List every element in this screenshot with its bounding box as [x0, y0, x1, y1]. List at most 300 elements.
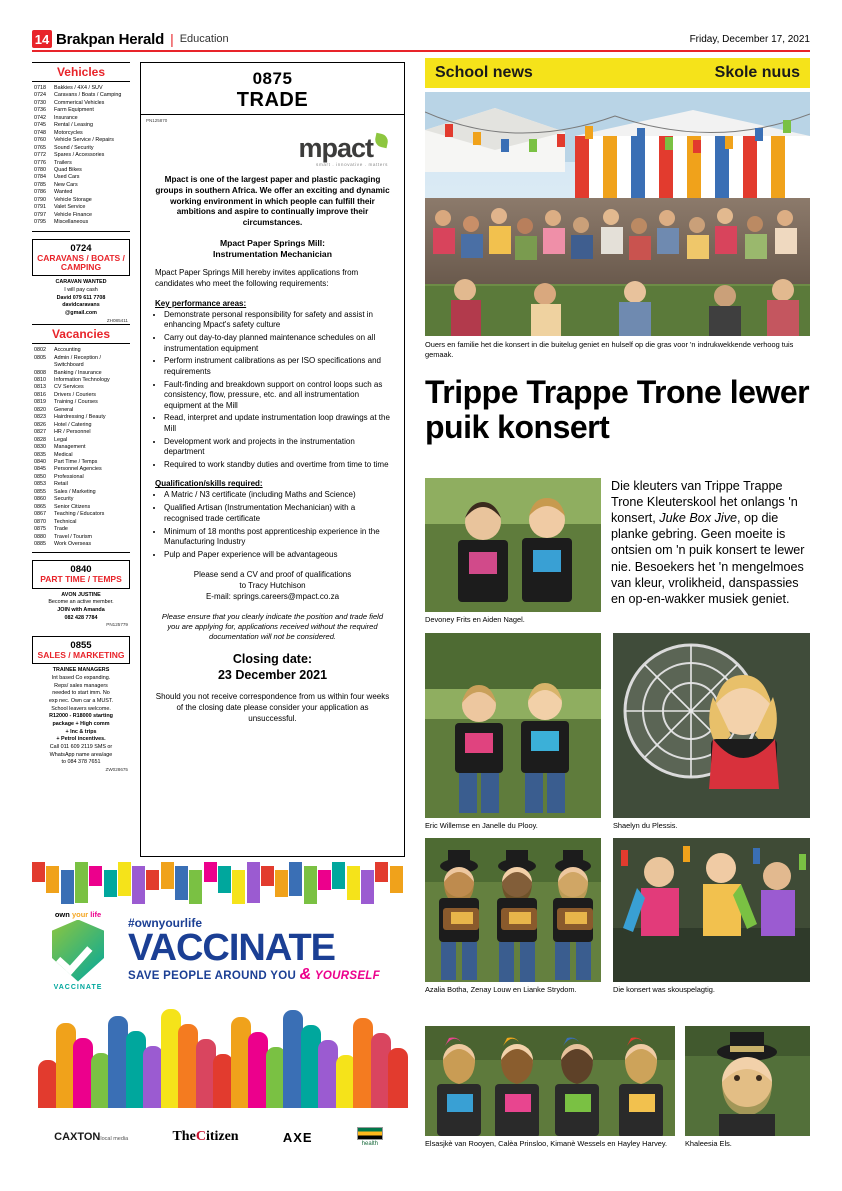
classified-label: Insurance	[54, 114, 78, 121]
classified-code: 0865	[34, 503, 46, 510]
ad-line: E-mail: springs.careers@mpact.co.za	[205, 591, 340, 601]
mpact-closing-label: Closing date:	[232, 652, 313, 667]
classified-row[interactable]	[32, 160, 130, 167]
classified-code: 0730	[34, 99, 46, 106]
mpact-intro: Mpact is one of the largest paper and plastic packaging groups in southern Africa. We offer an exciting and dynamic working environment in which people can fulfill their ambitions and aspire to continually improve their circumstances.	[155, 175, 390, 228]
vaccinate-main	[32, 910, 405, 990]
classified-label: Training / Courses	[54, 399, 98, 406]
classified-code: 0745	[34, 122, 46, 129]
classified-row[interactable]	[32, 122, 130, 129]
ad-line: WhatsApp name area/age	[49, 751, 113, 758]
parttime-box-title: PART TIME / TEMPS	[40, 574, 122, 585]
classified-heading-vehicles: Vehicles	[32, 62, 130, 82]
classified-code: 0765	[34, 144, 46, 151]
classified-code: 0795	[34, 219, 46, 226]
classified-label: Used Cars	[54, 174, 80, 181]
mpact-subhead	[155, 238, 390, 260]
classified-row[interactable]	[32, 377, 130, 384]
classified-label: Quad Bikes	[54, 166, 82, 173]
bunting-flag	[32, 862, 45, 882]
caravan-ad	[32, 276, 130, 324]
classified-label: Professional	[54, 473, 84, 480]
ad-line: + Petrol incentives.	[56, 736, 106, 743]
classified-row[interactable]	[32, 534, 130, 541]
classified-code: 0828	[34, 436, 46, 443]
classified-row[interactable]	[32, 370, 130, 377]
mpact-ad-body	[141, 115, 404, 733]
caxton-sub: local media	[100, 1136, 129, 1142]
mpact-subhead-line2: Instrumentation Mechanician	[213, 249, 332, 260]
leaf-icon	[374, 133, 389, 148]
bunting-flag	[318, 870, 331, 890]
classified-row[interactable]	[32, 167, 130, 174]
own-word: own	[54, 909, 70, 919]
mpact-qual-heading: Qualification/skills required:	[155, 479, 263, 489]
article-lead-text	[611, 478, 810, 607]
classified-code: 0786	[34, 189, 46, 196]
classified-label: Wanted	[54, 189, 73, 196]
classified-row[interactable]	[32, 511, 130, 518]
classified-row[interactable]	[32, 92, 130, 99]
classified-label: Technical	[54, 518, 77, 525]
sales-box-header	[32, 636, 130, 664]
bunting-flag	[132, 866, 145, 904]
classified-label: Vehicle Finance	[54, 211, 93, 218]
photo-devoney-aiden-illustration	[425, 478, 601, 612]
bullet-item: • Read, interpret and update instrumentation loop drawings at the Mill	[164, 413, 390, 434]
vaccinate-subline	[128, 966, 405, 984]
mpact-qual-list	[155, 490, 390, 560]
photo-group-girls-illustration	[425, 1026, 675, 1136]
ad-line: 082 428 7784	[64, 614, 98, 621]
classified-code: 0880	[34, 533, 46, 540]
trainee-ad-lines	[34, 675, 128, 767]
classified-label: Security	[54, 496, 74, 503]
article-headline: Trippe Trappe Trone lewer puik konsert	[425, 374, 810, 445]
caption-azalia-zenay-lianke: Azalia Botha, Zenay Louw en Lianke Strydom.	[425, 985, 577, 994]
ad-line: to Tracy Hutchison	[239, 581, 306, 591]
classified-code: 0827	[34, 429, 46, 436]
classified-code: 0840	[34, 458, 46, 465]
mpact-apply-lines	[155, 570, 390, 602]
classified-row[interactable]	[32, 107, 130, 114]
ad-line: Int based Co expanding.	[51, 674, 111, 681]
mpact-footer: Should you not receive correspondence from us within four weeks of the closing date please consider your application as unsuccessful.	[155, 692, 390, 723]
classified-code: 0875	[34, 526, 46, 533]
classified-code: 0784	[34, 174, 46, 181]
classified-label: Sales / Marketing	[54, 488, 96, 495]
photo-khaleesia	[685, 1026, 810, 1136]
classified-code: 0823	[34, 414, 46, 421]
classified-code: 0760	[34, 137, 46, 144]
classified-label: Farm Equipment	[54, 107, 94, 114]
classified-row[interactable]	[32, 466, 130, 473]
classified-row[interactable]	[32, 392, 130, 399]
classified-code: 0819	[34, 399, 46, 406]
citizen-logo	[172, 1129, 238, 1145]
classified-label: Miscellaneous	[54, 219, 89, 226]
bunting-flag	[247, 862, 260, 903]
classified-label: Valet Service	[54, 204, 86, 211]
mpact-closing-date: 23 December 2021	[217, 667, 328, 682]
classified-row[interactable]	[32, 496, 130, 503]
ad-line: School leavers welcome.	[51, 705, 111, 712]
citizen-name: itizen	[205, 1129, 239, 1144]
ad-line: Call 011 609 2119 SMS or	[49, 744, 113, 751]
classified-label: Banking / Insurance	[54, 369, 102, 376]
classified-code: 0785	[34, 181, 46, 188]
ampersand: &	[299, 966, 312, 984]
classified-code: 0855	[34, 488, 46, 495]
classified-code: 0826	[34, 421, 46, 428]
bunting-flag	[261, 866, 274, 886]
classified-row[interactable]	[32, 100, 130, 107]
bunting-flag	[161, 862, 174, 889]
caxton-name: CAXTON	[54, 1131, 101, 1143]
classified-code: 0820	[34, 406, 46, 413]
citizen-the: The	[172, 1129, 196, 1144]
classified-row[interactable]	[32, 355, 130, 370]
bunting-flag	[347, 866, 360, 900]
bunting-flag	[275, 870, 288, 897]
classified-label: Retail	[54, 481, 68, 488]
classified-row[interactable]	[32, 130, 130, 137]
classified-label: Personnel Agencies	[54, 466, 102, 473]
bunting-flag	[146, 870, 159, 890]
classified-row[interactable]	[32, 504, 130, 511]
classified-code: 0780	[34, 166, 46, 173]
lead-text-italic: Juke Box Jive	[659, 511, 737, 526]
trainee-ad-heading: TRAINEE MANAGERS	[52, 667, 110, 674]
photo-eric-janelle-illustration	[425, 633, 601, 818]
classified-label: Information Technology	[54, 376, 110, 383]
classified-row[interactable]	[32, 526, 130, 533]
bullet-item: • A Matric / N3 certificate (including Maths and Science)	[164, 490, 390, 500]
mpact-closing	[155, 652, 390, 683]
lead-text-after: , op die planke gebring. Geen moeite is ontsien om 'n puik konsert te lewer nie. Besoekers het 'n mengelmoes van kleur, vrolikheid, danspassies en op-en-wakker musiek geniet.	[611, 511, 805, 606]
ad-line: exp nec. Own car a MUST.	[48, 697, 114, 704]
issue-date: Friday, December 17, 2021	[689, 33, 810, 45]
caption-devoney-aiden: Devoney Frits en Aiden Nagel.	[425, 615, 525, 624]
classified-row[interactable]	[32, 414, 130, 421]
classified-label: Management	[54, 444, 86, 451]
ad-line: + Inc & trips	[65, 728, 97, 735]
classified-label: Sound / Security	[54, 144, 94, 151]
bunting-flag	[204, 862, 217, 882]
classified-label: Trade	[54, 526, 68, 533]
classified-row[interactable]	[32, 204, 130, 211]
classified-row[interactable]	[32, 399, 130, 406]
bunting-flag	[75, 862, 88, 903]
classified-code: 0802	[34, 347, 46, 354]
bunting-flag	[104, 870, 117, 897]
parttime-box-header	[32, 560, 130, 588]
classified-label: HR / Personnel	[54, 429, 91, 436]
classified-code: 0791	[34, 204, 46, 211]
ad-line: package + High comm	[52, 721, 110, 727]
classified-code: 0870	[34, 518, 46, 525]
bunting-decoration	[32, 862, 405, 904]
caravan-ad-heading: CARAVAN WANTED	[55, 279, 107, 286]
classified-row[interactable]	[32, 115, 130, 122]
trade-header	[141, 63, 404, 115]
classified-code: 0813	[34, 384, 46, 391]
classified-label: CV Services	[54, 384, 84, 391]
caxton-logo	[54, 1131, 128, 1143]
classified-code: 0736	[34, 107, 46, 114]
classified-row[interactable]	[32, 437, 130, 444]
classified-code: 0860	[34, 496, 46, 503]
bullet-item: • Fault-finding and breakdown support on control loops such as consistency, flow, pressure, etc. and all instrumentation equipment at the Mill	[164, 380, 390, 411]
classified-label: Legal	[54, 436, 68, 443]
classified-row[interactable]	[32, 212, 130, 219]
bullet-item: • Pulp and Paper experience will be advantageous	[164, 550, 390, 560]
classified-row[interactable]	[32, 152, 130, 159]
bunting-flag	[189, 870, 202, 904]
your-word: your	[71, 909, 89, 919]
classified-code: 0790	[34, 196, 46, 203]
avon-ad-lines	[34, 599, 128, 622]
classified-label: General	[54, 406, 74, 413]
photo-eric-janelle	[425, 633, 601, 818]
mpact-kpa-list	[155, 310, 390, 470]
bullet-item: • Carry out day-to-day planned maintenance schedules on all instrumentation equipment	[164, 333, 390, 354]
photo-devoney-aiden	[425, 478, 601, 612]
ad-line: to 084 378 7651	[61, 759, 101, 766]
trainee-ad	[32, 664, 130, 773]
classifieds-column	[32, 62, 130, 774]
ad-line: Become an active member.	[48, 599, 114, 606]
classified-label: Hotel / Catering	[54, 421, 92, 428]
classified-label: Medical	[54, 451, 73, 458]
classified-list-vehicles	[32, 82, 130, 232]
hero-photo-illustration	[425, 92, 810, 336]
classified-list-vacancies	[32, 344, 130, 553]
classified-label: Teaching / Educators	[54, 511, 105, 518]
classified-code: 0772	[34, 152, 46, 159]
classified-label: New Cars	[54, 181, 78, 188]
classified-row[interactable]	[32, 444, 130, 451]
health-dept-logo	[357, 1127, 383, 1148]
bullet-item: • Minimum of 18 months post apprenticeship experience in the Manufacturing Industry	[164, 527, 390, 548]
shield-vaccinate-label: VACCINATE	[53, 983, 103, 991]
own-your-life-logo	[32, 910, 124, 991]
classified-code: 0850	[34, 473, 46, 480]
photo-azalia-zenay-lianke	[425, 838, 601, 982]
sales-box-title: SALES / MARKETING	[37, 649, 125, 660]
classified-heading-vacancies: Vacancies	[32, 324, 130, 344]
masthead-divider: |	[170, 31, 174, 47]
school-news-title-en: School news	[435, 64, 533, 81]
ad-line: David 079 611 7708	[56, 294, 106, 301]
bunting-flag	[89, 866, 102, 886]
ad-line: needed to start imm. No	[52, 690, 110, 697]
avon-ad-ref: PN125779	[106, 622, 128, 628]
classified-label: Caravans / Boats / Camping	[54, 92, 122, 99]
classified-row[interactable]	[32, 219, 130, 226]
classified-row[interactable]	[32, 474, 130, 481]
photo-konsert-illustration	[613, 838, 810, 982]
sponsor-logos	[32, 1120, 405, 1154]
ad-line: R12000 - R18000 starting	[49, 713, 113, 720]
photo-khaleesia-illustration	[685, 1026, 810, 1136]
section-name: Education	[179, 33, 229, 45]
caption-eric-janelle: Eric Willemse en Janelle du Plooy.	[425, 821, 538, 830]
classified-row[interactable]	[32, 489, 130, 496]
classified-code: 0776	[34, 159, 46, 166]
classified-row[interactable]	[32, 197, 130, 204]
classified-row[interactable]	[32, 174, 130, 181]
classified-row[interactable]	[32, 347, 130, 354]
hero-caption: Ouers en familie het die konsert in die buitelug geniet en hulself op die gras voor 'n indrukwekkende verhoog tuis gemaak.	[425, 340, 794, 359]
classified-code: 0718	[34, 85, 46, 91]
classified-row[interactable]	[32, 541, 130, 548]
mpact-invite: Mpact Paper Springs Mill hereby invites applications from candidates who meet the following requirements:	[155, 268, 359, 289]
classified-code: 0830	[34, 444, 46, 451]
classified-row[interactable]	[32, 519, 130, 526]
caravan-box-number: 0724	[70, 242, 92, 254]
classified-code: 0797	[34, 211, 46, 218]
lead-text-before: Die kleuters van Trippe Trappe Trone Kleuterskool het onlangs 'n konsert,	[611, 479, 798, 526]
classified-row[interactable]	[32, 429, 130, 436]
mpact-kpa-heading: Key performance areas:	[155, 298, 247, 308]
bullet-item: • Demonstrate personal responsibility for safety and assist in enhancing Mpact's safety culture	[164, 310, 390, 331]
bunting-flag	[175, 866, 188, 900]
classified-row[interactable]	[32, 137, 130, 144]
caravan-box-header	[32, 239, 130, 277]
bunting-flag	[46, 866, 59, 893]
bunting-flag	[375, 862, 388, 882]
raised-hands-illustration	[32, 1000, 405, 1108]
page-number: 14	[32, 30, 52, 48]
classified-label: Spares / Accessories	[54, 152, 105, 159]
classified-code: 0742	[34, 114, 46, 121]
avon-ad	[32, 589, 130, 629]
classified-code: 0853	[34, 481, 46, 488]
bunting-flag	[390, 866, 403, 893]
classified-label: Part Time / Temps	[54, 458, 98, 465]
trade-number: 0875	[252, 69, 293, 88]
classified-row[interactable]	[32, 422, 130, 429]
classified-code: 0845	[34, 466, 46, 473]
photo-konsert-skouspelagtig	[613, 838, 810, 982]
ad-line: Please send a CV and proof of qualifications	[193, 570, 352, 580]
classified-label: Vehicle Storage	[54, 196, 92, 203]
classified-code: 0816	[34, 391, 46, 398]
classified-label: Hairdressing / Beauty	[54, 414, 106, 421]
classified-code: 0885	[34, 540, 46, 547]
bullet-item: • Perform instrument calibrations as per ISO specifications and requirements	[164, 356, 390, 377]
classified-row[interactable]	[32, 145, 130, 152]
yourself-text: YOURSELF	[314, 970, 380, 983]
bunting-flag	[361, 870, 374, 904]
classified-label: Commerical Vehicles	[54, 99, 105, 106]
bunting-flag	[332, 862, 345, 889]
bunting-flag	[118, 862, 131, 896]
classified-row[interactable]	[32, 481, 130, 488]
vaccinate-copy	[124, 916, 405, 984]
bunting-flag	[232, 870, 245, 904]
classified-label: Accounting	[54, 347, 81, 354]
vaccinate-hashtag: #ownyourlife	[128, 915, 203, 930]
caption-group-girls: Elsasjkè van Rooyen, Calèa Prinsloo, Kimanè Wessels en Hayley Harvey.	[425, 1139, 668, 1148]
classified-row[interactable]	[32, 407, 130, 414]
caption-shaelyn: Shaelyn du Plessis.	[613, 821, 678, 830]
mpact-disclaimer: Please ensure that you clearly indicate the position and trade field you are applying for, applications received without the required documentation will not be considered.	[161, 611, 384, 641]
health-dept-name: health	[361, 1140, 379, 1147]
caravan-ad-ref: ZH085411	[106, 317, 128, 323]
classified-code: 0867	[34, 511, 46, 518]
caravan-box-title: CARAVANS / BOATS / CAMPING	[37, 252, 125, 272]
ad-line: Reps/ sales managers	[54, 682, 108, 689]
mpact-logo-word: mpact	[298, 133, 373, 163]
paper-name: Brakpan Herald	[56, 30, 165, 48]
trainee-ad-ref: ZW028675	[105, 767, 128, 773]
mpact-ad-ref: PN125870	[146, 118, 168, 123]
hero-photo	[425, 92, 810, 336]
bunting-flag	[61, 870, 74, 904]
classified-row[interactable]	[32, 85, 130, 92]
classified-code: 0748	[34, 129, 46, 136]
classified-code: 0835	[34, 451, 46, 458]
ad-line: @gmail.com	[65, 309, 97, 316]
life-word: life	[90, 909, 102, 919]
masthead-rule	[32, 50, 810, 52]
school-news-title-af: Skole nuus	[714, 64, 800, 81]
axe-logo: AXE	[282, 1129, 313, 1145]
classified-row[interactable]	[32, 452, 130, 459]
caravan-ad-lines	[34, 287, 128, 318]
photo-azalia-zenay-lianke-illustration	[425, 838, 601, 982]
vaccinate-advertisement	[32, 862, 405, 1159]
classified-code: 0805	[34, 354, 46, 361]
mpact-logo-tagline: smart . innovative . matters	[316, 162, 388, 167]
classified-row[interactable]	[32, 459, 130, 466]
bullet-item: • Required to work standby duties and overtime from time to time	[164, 460, 390, 470]
classified-row[interactable]	[32, 182, 130, 189]
masthead	[32, 26, 810, 52]
ad-line: davidcaravans	[62, 302, 100, 309]
photo-group-girls	[425, 1026, 675, 1136]
classified-row[interactable]	[32, 384, 130, 391]
school-news-banner	[425, 58, 810, 88]
classified-label: Rental / Leasing	[54, 122, 93, 129]
classified-code: 0808	[34, 369, 46, 376]
raised-hand-icon	[388, 1048, 408, 1108]
avon-ad-heading: AVON JUSTINE	[61, 591, 101, 598]
classified-label: Motorcycles	[54, 129, 83, 136]
classified-row[interactable]	[32, 189, 130, 196]
photo-shaelyn	[613, 633, 810, 818]
bunting-flag	[218, 866, 231, 893]
classified-code: 0724	[34, 92, 46, 99]
citizen-c-icon: C	[195, 1129, 206, 1144]
classified-label: Work Overseas	[54, 540, 92, 547]
classified-label: Senior Citizens	[54, 503, 91, 510]
parttime-box-number: 0840	[70, 564, 92, 576]
trade-word: TRADE	[236, 89, 309, 111]
caption-konsert: Die konsert was skouspelagtig.	[613, 985, 715, 994]
classified-label: Travel / Tourism	[54, 533, 93, 540]
mpact-logo	[155, 121, 390, 169]
mpact-subhead-line1: Mpact Paper Springs Mill:	[219, 238, 326, 249]
classified-label: Vehicle Service / Repairs	[54, 137, 114, 144]
vaccinate-big-word: VACCINATE	[128, 926, 336, 969]
classified-label: Admin / Reception / Switchboard	[54, 354, 102, 369]
bunting-flag	[289, 862, 302, 896]
check-shield-icon	[52, 920, 104, 982]
trade-advertisement	[140, 62, 405, 857]
